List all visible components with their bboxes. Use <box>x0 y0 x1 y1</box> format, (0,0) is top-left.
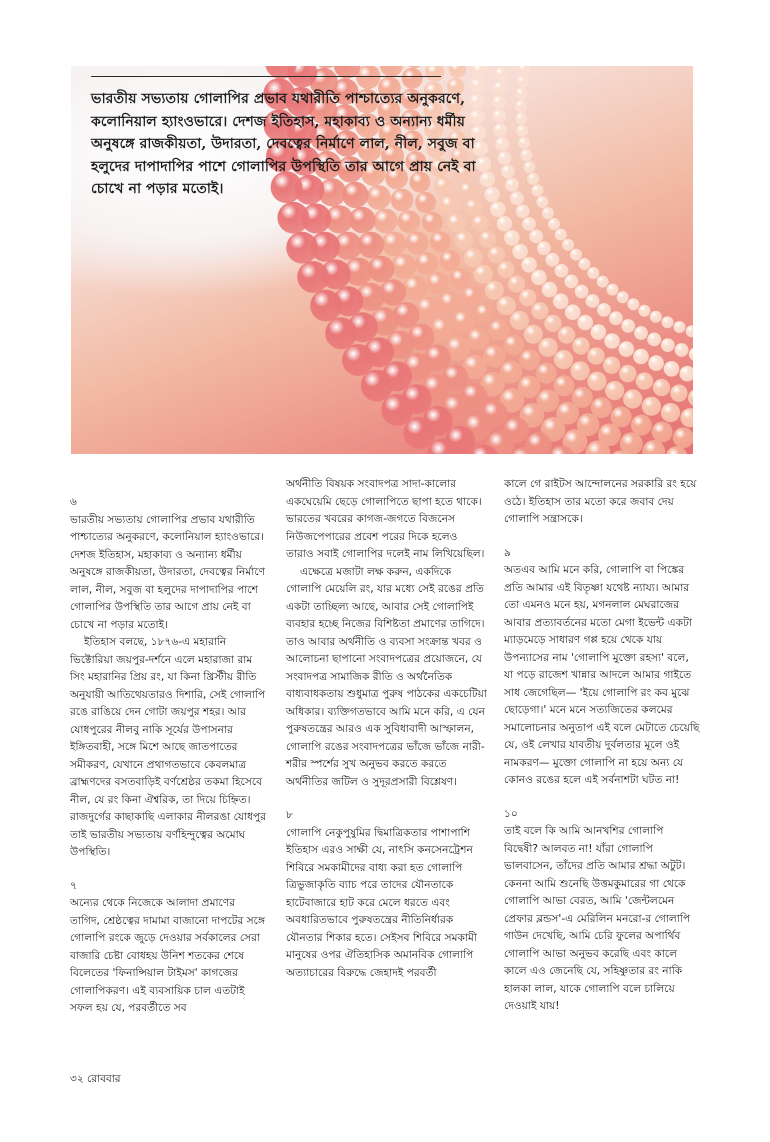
pearl-bead <box>490 202 506 218</box>
pearl-bead <box>430 231 451 252</box>
pearl-bead <box>531 270 547 286</box>
pearl-bead <box>553 293 569 309</box>
pearl-bead <box>529 229 543 243</box>
pearl-bead <box>633 349 649 365</box>
pearl-bead <box>587 267 599 279</box>
article-column-1 <box>70 494 268 1018</box>
pearl-bead <box>670 385 687 402</box>
paragraph: ইতিহাস বলছে, ১৮৭৬-এ মহারানি ভিক্টোরিয়া জয়পুর-দর্শনে এলে মহারাজা রাম সিং মহারানির প্রিয় রং, যা কিনা খ্রিস্টীয় রীতি অনুযায়ী আতিথেয়তারও দিশারি, সেই গোলাপি রঙে রাঙিয়ে দেন গোটা জয়পুর শহর। আর যোধপুরের নীলবু নাকি সূর্যের উপাসনার ইঙ্গিতবাহী, সঙ্গে মিশে আছে জাতপাতের সমীকরণ, যেখানে প্রথাগতভাবে কেবলমাত্র ব্রাহ্মণদের বসতবাড়িই বর্ণশ্রেষ্ঠর তকমা হিসেবে নীল, যে রং কিনা ঐশ্বরিক, তা দিয়ে চিহ্নিত। রাজদুর্গের কাছাকাছি এলাকার নীলরঙা যোধপুর তাই ভারতীয় সভ্যতায় বর্ণহিন্দুত্বের অমোঘ উপস্থিতি। <box>70 636 267 858</box>
pearl-bead <box>416 297 441 322</box>
pearl-bead <box>522 217 536 231</box>
pearl-bead <box>558 326 575 343</box>
pearl-bead <box>586 294 600 308</box>
pearl-bead <box>597 276 609 288</box>
section-number-9: ৯ <box>504 546 511 559</box>
pearl-bead <box>650 311 662 323</box>
pearl-bead <box>497 296 516 315</box>
article-column-2 <box>286 476 488 982</box>
pearl-bead <box>638 305 650 317</box>
pearl-bead <box>653 379 670 396</box>
pearl-bead <box>452 310 475 333</box>
pearl-bead <box>519 349 540 370</box>
pearl-bead <box>325 317 357 349</box>
pearl-bead <box>508 275 525 292</box>
pearl-bead <box>675 343 689 357</box>
pearl-bead <box>310 290 342 322</box>
hero-image <box>71 66 693 454</box>
pearl-bead <box>611 406 632 427</box>
pearl-bead <box>488 319 509 340</box>
pearl-bead <box>519 289 536 306</box>
pearl-bead <box>439 292 462 315</box>
pearl-bead <box>402 68 423 89</box>
pearl-bead <box>562 239 574 251</box>
pearl-bead <box>619 341 635 357</box>
article-column-3 <box>504 476 700 1016</box>
paragraph: অতএব আমি মনে করি, গোলাপি বা পিঙ্কের প্রতি আমার এই বিতৃষ্ণা যথেষ্ট ন্যায্য। আমার তো এমনও মনে হয়, মগনলাল মেঘরাজের আবার প্রত্যাবর্তনের মতো মেগা ইভেন্ট একটা ম্যাড়মেড়ে সাধারণ গপ্প হয়ে থেকে যায় উপন্যাসের নাম 'গোলাপি মুক্তো রহস্য' বলে, যা পড়ে রাজেশ খান্নার আদলে আমার গাইতে সাধ জেগেছিল— 'ইয়ে গোলাপি রং কব মুঝে ছোড়েগা।' মনে মনে সত্যজিতের কলমের সমালোচনার অনুতাপ এই বলে মেটাতে চেয়েছি যে, ওই লেখার যাবতীয় দুর্বলতার মূলে ওই নামকরণ— মুক্তো গোলাপি না হয়ে অন্য যে কোনও রঙের হলে এই সর্বনাশটা ঘটত না! <box>504 564 700 786</box>
pearl-bead <box>542 207 554 219</box>
pearl-bead <box>277 202 309 234</box>
pearl-bead <box>572 337 589 354</box>
pearl-bead <box>539 338 558 357</box>
pearl-bead <box>422 212 443 233</box>
pearl-bead <box>674 321 686 333</box>
pearl-bead <box>515 100 527 112</box>
pearl-bead <box>662 316 674 328</box>
pearl-bead <box>688 451 693 454</box>
pearl-bead <box>521 257 537 273</box>
section-number-6: ৬ <box>70 496 77 508</box>
pearl-bead <box>634 326 648 340</box>
pearl-bead <box>450 268 471 289</box>
page-footer: ৩২ রোববার <box>70 1073 121 1085</box>
pearl-bead <box>465 198 482 215</box>
pearl-bead <box>609 311 623 325</box>
pearl-bead <box>680 366 694 382</box>
pearl-bead <box>381 394 413 426</box>
pearl-bead <box>516 204 530 218</box>
pearl-bead <box>520 149 532 161</box>
paragraph: ভারতীয় সভ্যতায় গোলাপির প্রভাব যথারীতি পাশ্চাত্যের অনুকরণে, কলোনিয়াল হ্যাংওভারে। দেশজ ইতিহাস, মহাকাব্য ও অন্যান্য ধর্মীয় অনুষঙ্গে রাজকীয়তা, উদারতা, দেবত্বের নির্মাণে লাল, নীল, সবুজ বা হলুদের দাপাদাপির পাশে গোলাপির উপস্থিতি তার আগে প্রায় নেই বা চোখে না পড়ার মতোই। <box>70 513 265 631</box>
pearl-bead <box>623 389 642 408</box>
pearl-bead <box>472 66 488 78</box>
pearl-bead <box>627 298 639 310</box>
pearl-bead <box>492 95 506 109</box>
pearl-bead <box>498 151 512 165</box>
pearl-bead <box>664 361 680 377</box>
pearl-bead <box>361 370 393 402</box>
pearl-bead <box>661 338 675 352</box>
paragraph: কালে গে রাইটস আন্দোলনের সরকারি রং হয়ে ওঠে। ইতিহাস তার মতো করে জবাব দেয় গোলাপি সন্ত্রাসকে। <box>504 478 697 525</box>
pearl-bead <box>510 191 524 205</box>
paragraph: এক্ষেত্রে মজাটা লক্ষ করুন, একদিকে গোলাপি মেয়েলি রং, যার মধ্যে সেই রঙের প্রতি একটা তাচ্ছিল্য আছে, আবার সেই গোলাপিই ব্যবহার হচ্ছে নিজের বিশিষ্টতা প্রমাণের তাগিদে। তাও আবার অর্থনীতি ও ব্যবসা সংক্রান্ত খবর ও আলোচনা ছাপানো সংবাদপত্রের প্রয়োজনে, যে সংবাদপত্র সামাজিক রীতি ও অর্থনৈতিক বাধ্যবাধকতায় শুধুমাত্র পুরুষ পাঠকের একচেটিয়া অধিকার। ব্যক্তিগতভাবে আমি মনে করি, এ যেন পুরুষতন্ত্রের আরও এক সুবিধাবাদী আস্ফালন, গোলাপি রঙের সংবাদপত্রের ভাঁজে ভাঁজে নারী-শরীর স্পর্শের সুখ অনুভব করতে করতে অর্থনীতির জটিল ও সুদূরপ্রসারী বিশ্লেষণ। <box>286 565 487 788</box>
pearl-bead <box>455 231 474 250</box>
pearl-bead <box>439 250 460 271</box>
pearl-bead <box>510 311 529 330</box>
pearl-bead <box>570 249 582 261</box>
pearl-bead <box>515 88 527 100</box>
pearl-bead <box>527 173 539 185</box>
pearl-bead <box>493 123 507 137</box>
pearl-bead <box>523 161 535 173</box>
pearl-bead <box>493 81 507 95</box>
pearl-bead <box>542 282 558 298</box>
pearl-bead <box>621 319 635 333</box>
pearl-bead <box>404 417 436 449</box>
pearl-bead <box>373 209 398 234</box>
pearl-bead <box>497 216 513 232</box>
pearl-bead <box>577 315 593 331</box>
pearl-bead <box>415 252 438 275</box>
pearl-bead <box>504 230 520 246</box>
pearl-bead <box>647 333 661 347</box>
pearl-bead <box>564 275 578 289</box>
pearl-bead <box>479 231 496 248</box>
pearl-bead <box>515 112 527 124</box>
pearl-bead <box>505 178 519 192</box>
pearl-bead <box>503 335 524 356</box>
pearl-bead <box>553 375 574 396</box>
paragraph: গোলাপি নেকুপুষুমির দ্বিমাত্রিকতার পাশাপাশি ইতিহাস এরও সাক্ষী যে, নাৎসি কনসেনট্রেশন শিবিরে সমকামীদের বাধ্য করা হত গোলাপি ত্রিভুজাকৃতি ব্যাচ পরে তাদের যৌনতাকে হাটেবাজারে হাট করে মেলে ধরতে এবং অবধারিতভাবে পুরুষতন্ত্রের নীতিনির্ধারক যৌনতার শিকার হতে। সেইসব শিবিরে সমকামী মানুষের ওপর ঐতিহাসিক অমানবিক গোলাপি অত্যাচারের বিরুদ্ধে জেহাদই পরবর্তী <box>286 826 477 979</box>
pearl-bead <box>497 261 514 278</box>
pearl-bead <box>578 258 590 270</box>
pearl-bead <box>661 403 680 422</box>
pearl-bead <box>518 66 530 75</box>
pearl-bead <box>554 350 573 369</box>
section-number-8: ৮ <box>286 809 293 821</box>
pearl-bead <box>516 75 528 87</box>
pearl-bead <box>447 213 466 232</box>
pearl-bead <box>570 361 589 380</box>
pearl-bead <box>537 241 551 255</box>
paragraph: তাই বলে কি আমি আনখশির গোলাপি বিদ্বেষী? আলবত না! যাঁরা গোলাপি ভালবাসেন, তাঁদের প্রতি আমার শ্রদ্ধা অটুট। কেননা আমি শুনেছি উত্তমকুমারের গা থেকে গোলাপি আভা বেরত, আমি 'জেন্টলমেন প্রেফার ব্লন্ডস'-এ মেরিলিন মনরো-র গোলাপি গাউন দেখেছি, আমি চেরি ফুলের অপার্থিব গোলাপি আভা অনুভব করেছি এবং কালে কালে এও জেনেছি যে, সহিষ্ণুতার রং নাকি হালকা লাল, যাকে গোলাপি বলে চালিয়ে দেওয়াই যায়! <box>504 825 691 1012</box>
pearl-bead <box>425 66 444 82</box>
pearl-bead <box>342 344 374 376</box>
pearl-bead <box>631 415 652 436</box>
section-number-10: ১০ <box>504 807 518 820</box>
section-number-7: ৭ <box>70 879 77 892</box>
pearl-bead <box>648 355 664 371</box>
pearl-bead <box>406 231 429 254</box>
pearl-bead <box>467 328 490 351</box>
pearl-bead <box>548 218 560 230</box>
pearl-bead <box>652 422 673 443</box>
pearl-bead <box>680 408 693 427</box>
pearl-bead <box>636 372 653 389</box>
pearl-bead <box>512 244 528 260</box>
paragraph: অর্থনীতি বিষয়ক সংবাদপত্র সাদা-কালোর একঘেয়েমি ছেড়ে গোলাপিতে ছাপা হতে থাকে। ভারতের খবরের কাগজ-জগতে বিজনেস নিউজপেপারের প্রবেশ পরের দিকে হলেও তারাও সবাই গোলাপির দলেই নাম লিখিয়েছিল। <box>286 478 485 560</box>
pearl-bead <box>495 137 509 151</box>
pearl-bead <box>474 303 495 324</box>
pearl-bead <box>587 347 604 364</box>
pearl-bead <box>597 303 611 317</box>
pearl-bead <box>485 281 504 300</box>
pearl-bead <box>492 109 506 123</box>
pearl-bead <box>555 264 569 278</box>
pearl-bead <box>544 315 561 332</box>
pearl-bead <box>575 285 589 299</box>
pearl-bead <box>673 427 693 448</box>
pearl-bead <box>286 232 318 264</box>
pearl-bead <box>536 196 548 208</box>
pearl-bead <box>404 66 425 68</box>
pull-quote: ভারতীয় সভ্যতায় গোলাপির প্রভাব যথারীতি পাশ্চাত্যের অনুকরণে, কলোনিয়াল হ্যাংওভারে। দেশজ ইতিহাস, মহাকাব্য ও অন্যান্য ধর্মীয় অনুষঙ্গে রাজকীয়তা, উদারতা, দেবত্বের নির্মাণে লাল, নীল, সবুজ বা হলুদের দাপাদাপির পাশে গোলাপির উপস্থিতি তার আগে প্রায় নেই বা চোখে না পড়ার মতোই। <box>91 91 476 198</box>
pearl-bead <box>392 254 417 279</box>
pearl-bead <box>449 66 466 78</box>
pearl-bead <box>518 137 530 149</box>
pearl-bead <box>617 291 629 303</box>
pearl-bead <box>604 333 620 349</box>
pearl-bead <box>398 210 421 233</box>
pearl-bead <box>464 248 483 267</box>
pearl-bead <box>642 397 661 416</box>
pearl-bead <box>689 347 693 361</box>
pearl-bead <box>494 67 508 81</box>
pearl-bead <box>501 165 515 179</box>
pearl-bead <box>587 372 606 391</box>
pearl-bead <box>297 261 329 293</box>
pearl-bead <box>565 304 581 320</box>
pearl-bead <box>607 284 619 296</box>
pearl-bead <box>474 265 493 284</box>
pearl-bead <box>462 286 483 307</box>
pearl-bead <box>403 276 428 301</box>
pearl-bead <box>471 215 488 232</box>
pearl-bead <box>619 365 636 382</box>
pearl-bead <box>531 185 543 197</box>
pearl-bead <box>546 253 560 267</box>
pearl-bead <box>516 125 528 137</box>
paragraph: অন্যের থেকে নিজেকে আলাদা প্রমাণের তাগিদ, শ্রেষ্ঠত্বের দামামা বাজানো দাপটের সঙ্গে গোলাপি রংকে জুড়ে দেওয়ার সর্বকালের সেরা বাজারি চেষ্টা বোধহয় উনিশ শতকের শেষে বিলেতের 'ফিনান্সিয়াল টাইমস' কাগজের গোলাপিকরণ। এই ব্যবসায়িক চাল এতটাই সফল হয় যে, পরবর্তীতে সব <box>70 897 265 1014</box>
pearl-bead <box>688 389 693 406</box>
pearl-bead <box>605 381 624 400</box>
pearl-bead <box>686 325 693 337</box>
pearl-bead <box>524 325 543 344</box>
pearl-bead <box>536 363 557 384</box>
pearl-bead <box>603 357 620 374</box>
pearl-bead <box>591 324 607 340</box>
pearl-bead <box>382 232 407 257</box>
pearl-bead <box>531 302 548 319</box>
pearl-bead <box>555 229 567 241</box>
pearl-bead <box>426 272 449 295</box>
quote-rule <box>91 76 441 77</box>
pearl-bead <box>488 246 505 263</box>
